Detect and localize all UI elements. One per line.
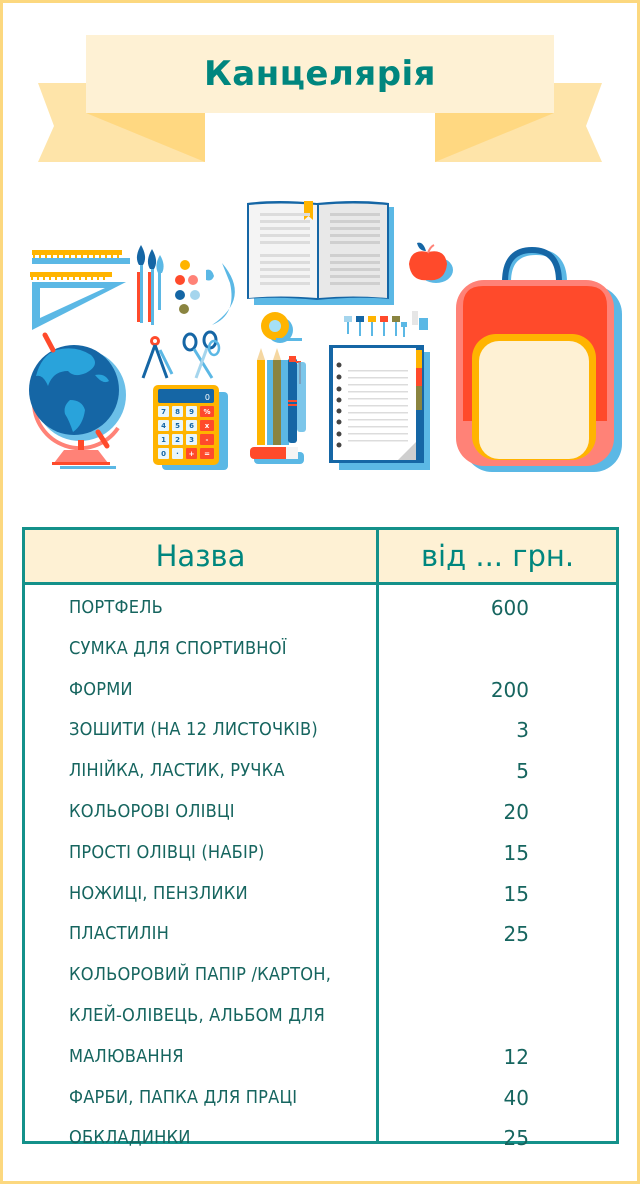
item-name: СУМКА ДЛЯ СПОРТИВНОЇ [69, 638, 287, 659]
svg-text:+: + [188, 450, 195, 458]
table-header [25, 530, 616, 585]
svg-text:2: 2 [175, 436, 180, 444]
table-row [25, 1075, 616, 1116]
svg-text:0: 0 [204, 393, 210, 402]
tape-icon [261, 312, 302, 343]
compass-icon [143, 336, 172, 378]
svg-text:0: 0 [161, 450, 166, 458]
item-name: КЛЕЙ-ОЛІВЕЦЬ, АЛЬБОМ ДЛЯ [69, 1005, 326, 1026]
eraser-icon [250, 447, 304, 464]
item-name: КОЛЬОРОВИЙ ПАПІР /КАРТОН, [69, 965, 332, 986]
page-title: Канцелярія [203, 54, 437, 94]
item-price: 25 [503, 922, 529, 947]
item-name: НОЖИЦІ, ПЕНЗЛИКИ [69, 883, 248, 904]
table-row [25, 626, 616, 667]
table-body [25, 585, 616, 1156]
svg-text:7: 7 [161, 408, 166, 416]
svg-text:-: - [205, 436, 209, 444]
item-price: 40 [503, 1085, 529, 1110]
item-price: 20 [503, 799, 529, 824]
column-header-name: Назва [155, 539, 246, 573]
item-price: 3 [516, 718, 529, 743]
column-header-price: від ... грн. [420, 539, 575, 573]
item-name: ОБКЛАДИНКИ [69, 1128, 191, 1149]
item-name: ПЛАСТИЛІН [69, 924, 170, 945]
svg-text:x: x [204, 422, 210, 430]
sharpener-icon [412, 311, 428, 330]
table-row [25, 871, 616, 912]
table-row [25, 789, 616, 830]
svg-text:=: = [204, 450, 210, 458]
paint-palette-icon [175, 260, 235, 325]
calculator-icon [153, 385, 228, 470]
svg-text:5: 5 [175, 422, 180, 430]
table-row [25, 952, 616, 993]
table-row [25, 585, 616, 626]
table-row [25, 830, 616, 871]
item-price: 12 [503, 1044, 529, 1069]
table-row [25, 1115, 616, 1156]
notebook-icon [329, 345, 430, 470]
table-row [25, 993, 616, 1034]
table-row [25, 667, 616, 708]
pencils-icon [257, 348, 289, 445]
title-banner [86, 35, 554, 113]
item-name: ЗОШИТИ (НА 12 ЛИСТОЧКІВ) [69, 720, 318, 741]
backpack-icon [456, 250, 622, 472]
item-price: 600 [490, 596, 529, 620]
item-name: КОЛЬОРОВІ ОЛІВЦІ [69, 801, 235, 822]
table-row [25, 707, 616, 748]
item-name: ПРОСТІ ОЛІВЦІ (НАБІР) [69, 842, 265, 863]
item-price: 25 [503, 1126, 529, 1151]
item-price: 15 [503, 840, 529, 865]
table-row [25, 911, 616, 952]
item-name: МАЛЮВАННЯ [69, 1046, 184, 1067]
scissors-icon [184, 332, 219, 378]
pen-icon [288, 356, 306, 443]
paintbrushes-icon [137, 245, 164, 325]
item-name: ФОРМИ [69, 679, 133, 700]
svg-text:·: · [176, 450, 179, 458]
svg-text:4: 4 [161, 422, 166, 430]
item-price: 200 [490, 677, 529, 702]
item-name: ЛІНІЙКА, ЛАСТИК, РУЧКА [69, 761, 285, 782]
triangle-ruler-icon [32, 282, 126, 330]
item-price: 15 [503, 881, 529, 906]
table-row [25, 1034, 616, 1075]
apple-icon [409, 243, 453, 283]
globe-icon [29, 335, 126, 469]
push-pins-icon [344, 316, 407, 337]
item-price: 5 [516, 759, 529, 784]
svg-text:%: % [203, 408, 211, 416]
svg-text:8: 8 [175, 408, 180, 416]
svg-text:6: 6 [189, 422, 194, 430]
svg-text:3: 3 [189, 436, 194, 444]
item-name: ПОРТФЕЛЬ [69, 598, 164, 618]
svg-text:1: 1 [161, 436, 166, 444]
item-name: ФАРБИ, ПАПКА ДЛЯ ПРАЦІ [69, 1087, 298, 1108]
rulers-icon [30, 250, 130, 280]
price-table [22, 527, 619, 1151]
table-row [25, 748, 616, 789]
stationery-illustration [0, 180, 640, 490]
svg-text:9: 9 [189, 408, 194, 416]
open-book-icon [247, 201, 394, 305]
